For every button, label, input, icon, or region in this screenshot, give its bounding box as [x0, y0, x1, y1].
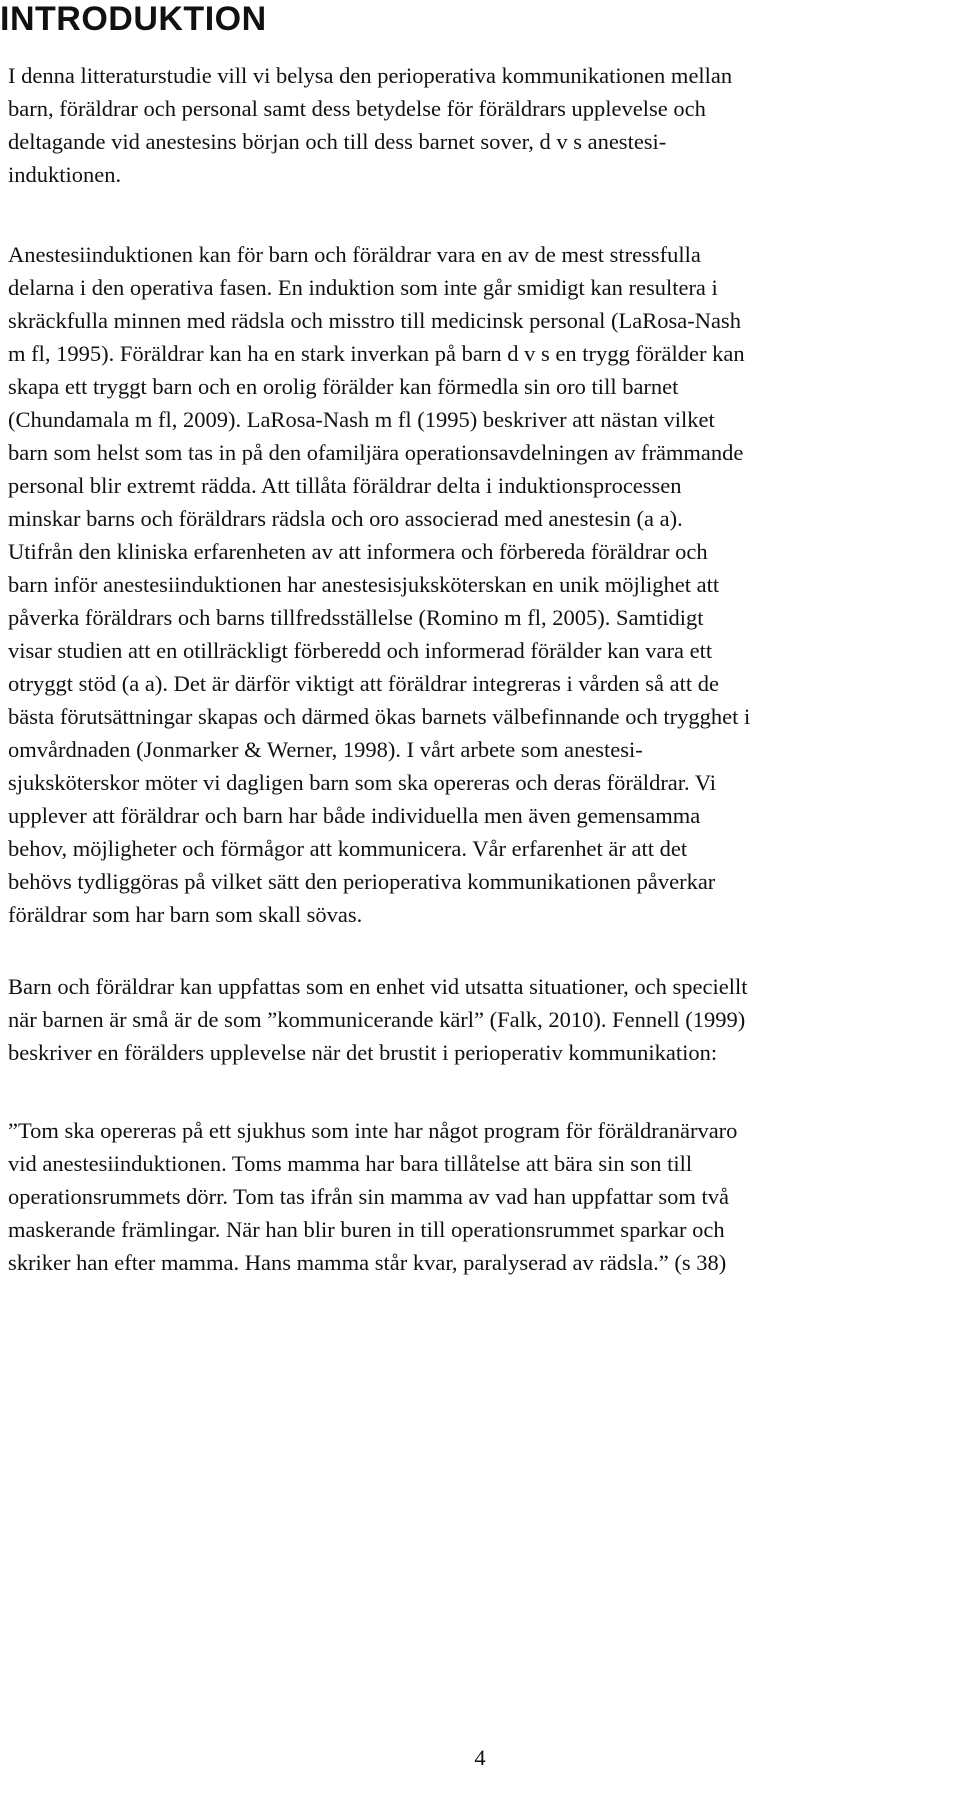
text-line: Anestesiinduktionen kan för barn och föräldrar vara en av de mest stressfulla: [8, 242, 701, 267]
text-line: behov, möjligheter och förmågor att kommunicera. Vår erfarenhet är att det: [8, 836, 688, 861]
block-quote: [8, 1114, 938, 1279]
text-line: bästa förutsättningar skapas och därmed ökas barnets välbefinnande och trygghet i: [8, 704, 751, 729]
text-line: barn som helst som tas in på den ofamiljära operationsavdelningen av främmande: [8, 440, 744, 465]
text-line: skräckfulla minnen med rädsla och misstro till medicinsk personal (LaRosa-Nash: [8, 308, 741, 333]
text-line: vid anestesiinduktionen. Toms mamma har bara tillåtelse att bära sin son till: [8, 1151, 693, 1176]
text-line: Utifrån den kliniska erfarenheten av att informera och förbereda föräldrar och: [8, 539, 708, 564]
text-line: barn inför anestesiinduktionen har anestesisjuksköterskan en unik möjlighet att: [8, 572, 720, 597]
page-number: 4: [474, 1745, 486, 1770]
text-line: påverka föräldrars och barns tillfredsställelse (Romino m fl, 2005). Samtidigt: [8, 605, 704, 630]
text-line: föräldrar som har barn som skall sövas.: [8, 902, 363, 927]
text-line: ”Tom ska opereras på ett sjukhus som inte har något program för föräldranärvaro: [8, 1118, 738, 1143]
text-line: omvårdnaden (Jonmarker & Werner, 1998). I vårt arbete som anestesi-: [8, 737, 643, 762]
text-line: barn, föräldrar och personal samt dess betydelse för föräldrars upplevelse och: [8, 96, 706, 121]
text-line: (Chundamala m fl, 2009). LaRosa-Nash m fl (1995) beskriver att nästan vilket: [8, 407, 715, 432]
text-line: beskriver en förälders upplevelse när det brustit i perioperativ kommunikation:: [8, 1040, 718, 1065]
text-line: Barn och föräldrar kan uppfattas som en enhet vid utsatta situationer, och speciellt: [8, 974, 748, 999]
text-line: upplever att föräldrar och barn har både individuella men även gemensamma: [8, 803, 701, 828]
text-line: skriker han efter mamma. Hans mamma står kvar, paralyserad av rädsla.” (s 38): [8, 1250, 727, 1275]
text-line: operationsrummets dörr. Tom tas ifrån sin mamma av vad han uppfattar som två: [8, 1184, 729, 1209]
text-line: otryggt stöd (a a). Det är därför viktigt att föräldrar integreras i vården så att de: [8, 671, 719, 696]
text-line: sjuksköterskor möter vi dagligen barn som ska opereras och deras föräldrar. Vi: [8, 770, 717, 795]
text-line: personal blir extremt rädda. Att tillåta föräldrar delta i induktionsprocessen: [8, 473, 682, 498]
text-line: m fl, 1995). Föräldrar kan ha en stark inverkan på barn d v s en trygg förälder kan: [8, 341, 745, 366]
paragraph-family-unit: [8, 970, 938, 1069]
text-line: deltagande vid anestesins början och till dess barnet sover, d v s anestesi-: [8, 129, 667, 154]
text-line: induktionen.: [8, 162, 122, 187]
text-line: visar studien att en otillräckligt förberedd och informerad förälder kan vara ett: [8, 638, 713, 663]
section-heading: INTRODUKTION: [0, 0, 267, 38]
text-line: när barnen är små är de som ”kommunicerande kärl” (Falk, 2010). Fennell (1999): [8, 1007, 746, 1032]
paragraph-purpose: [8, 59, 938, 191]
text-line: delarna i den operativa fasen. En induktion som inte går smidigt kan resultera i: [8, 275, 718, 300]
text-line: maskerande främlingar. När han blir buren in till operationsrummet sparkar och: [8, 1217, 725, 1242]
text-line: behövs tydliggöras på vilket sätt den perioperativa kommunikationen påverkar: [8, 869, 716, 894]
text-line: skapa ett tryggt barn och en orolig förälder kan förmedla sin oro till barnet: [8, 374, 679, 399]
paragraph-background: [8, 238, 938, 931]
text-line: I denna litteraturstudie vill vi belysa den perioperativa kommunikationen mellan: [8, 63, 733, 88]
text-line: minskar barns och föräldrars rädsla och oro associerad med anestesin (a a).: [8, 506, 683, 531]
